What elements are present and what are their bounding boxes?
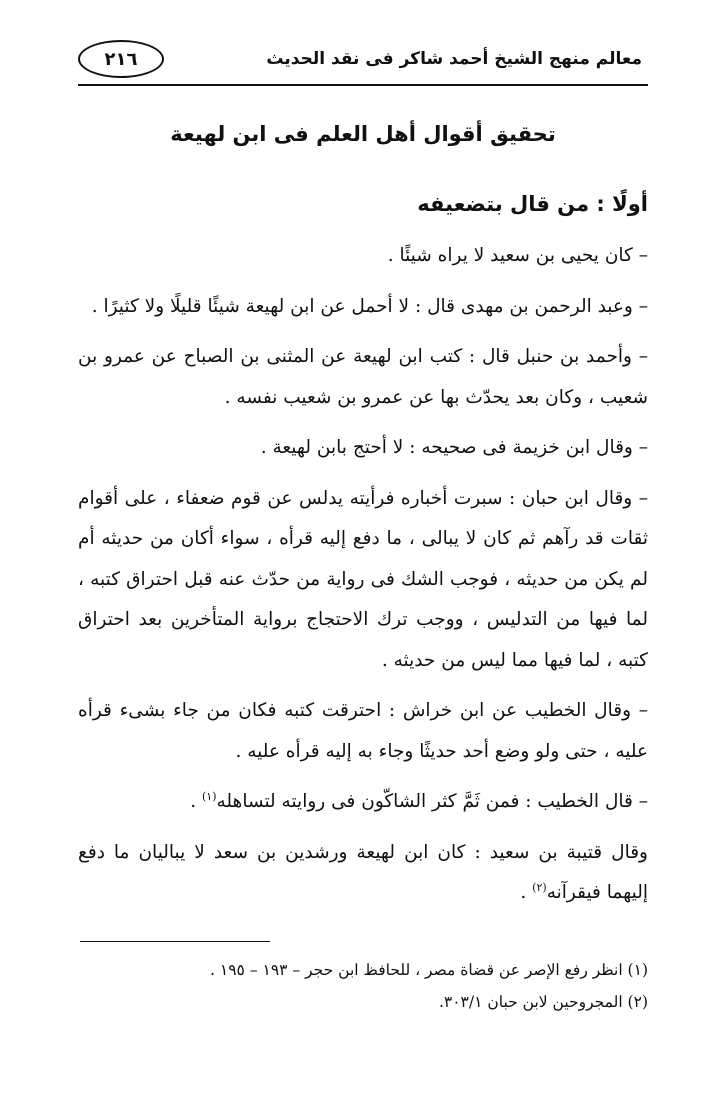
footnote: (١) انظر رفع الإصر عن قضاة مصر ، للحافظ ابن حجر – ١٩٣ – ١٩٥ .: [210, 961, 648, 979]
body-text: [78, 236, 648, 924]
paragraph: – وقال ابن خزيمة فى صحيحه : لا أحتج بابن لهيعة .: [260, 437, 648, 458]
paragraph: – وقال ابن حبان : سبرت أخباره فرأيته يدلس عن قوم ضعفاء ، على أقوام ثقات قد رآهم ثم كان لا يبالى ، ما دفع إليه قرأه ، سواء أكان من حديثه أم لم يكن من حديثه ، فوجب الشك فى رواية من حدّث عنه قبل احتراق كتبه ، لما فيها من التدليس ، ووجب ترك الاحتجاج برواية المتأخرين بعد احتراق كتبه ، لما فيها مما ليس من حديثه .: [78, 487, 648, 671]
paragraph: – وقال الخطيب عن ابن خراش : احترقت كتبه فكان من جاء بشىء قرأه عليه ، حتى ولو وضع أحد حديثًا وجاء به إليه قرأه عليه .: [78, 700, 648, 762]
page-header: [78, 34, 648, 84]
footnote-rule: [80, 941, 270, 942]
subheading: أولًا : من قال بتضعيفه: [417, 192, 648, 216]
paragraph: وقال قتيبة بن سعيد : كان ابن لهيعة ورشدين بن سعد لا يباليان ما دفع إليهما فيقرآنه$^{(٢)}$ .: [78, 841, 648, 903]
footnotes: [78, 954, 648, 1018]
paragraph: – وعبد الرحمن بن مهدى قال : لا أحمل عن ابن لهيعة شيئًا قليلًا ولا كثيرًا .: [91, 295, 648, 317]
running-title: معالم منهج الشيخ أحمد شاكر فى نقد الحديث: [266, 49, 642, 69]
footnote-ref: (٢): [532, 880, 547, 894]
header-rule: [78, 84, 648, 86]
paragraph: – قال الخطيب : فمن ثَمَّ كثر الشاكّون فى روايته لتساهله$^{(١)}$ .: [190, 789, 648, 812]
section-title: تحقيق أقوال أهل العلم فى ابن لهيعة: [170, 122, 556, 146]
footnote-ref: (١): [202, 789, 217, 803]
footnote: (٢) المجروحين لابن حبان ٣٠٣/١.: [438, 993, 648, 1011]
page-number: ٢١٦: [78, 40, 164, 78]
paragraph: – وأحمد بن حنبل قال : كتب ابن لهيعة عن المثنى بن الصباح عن عمرو بن شعيب ، وكان بعد يحدّث بها عن عمرو بن شعيب نفسه .: [78, 346, 648, 408]
paragraph: – كان يحيى بن سعيد لا يراه شيئًا .: [387, 245, 648, 266]
